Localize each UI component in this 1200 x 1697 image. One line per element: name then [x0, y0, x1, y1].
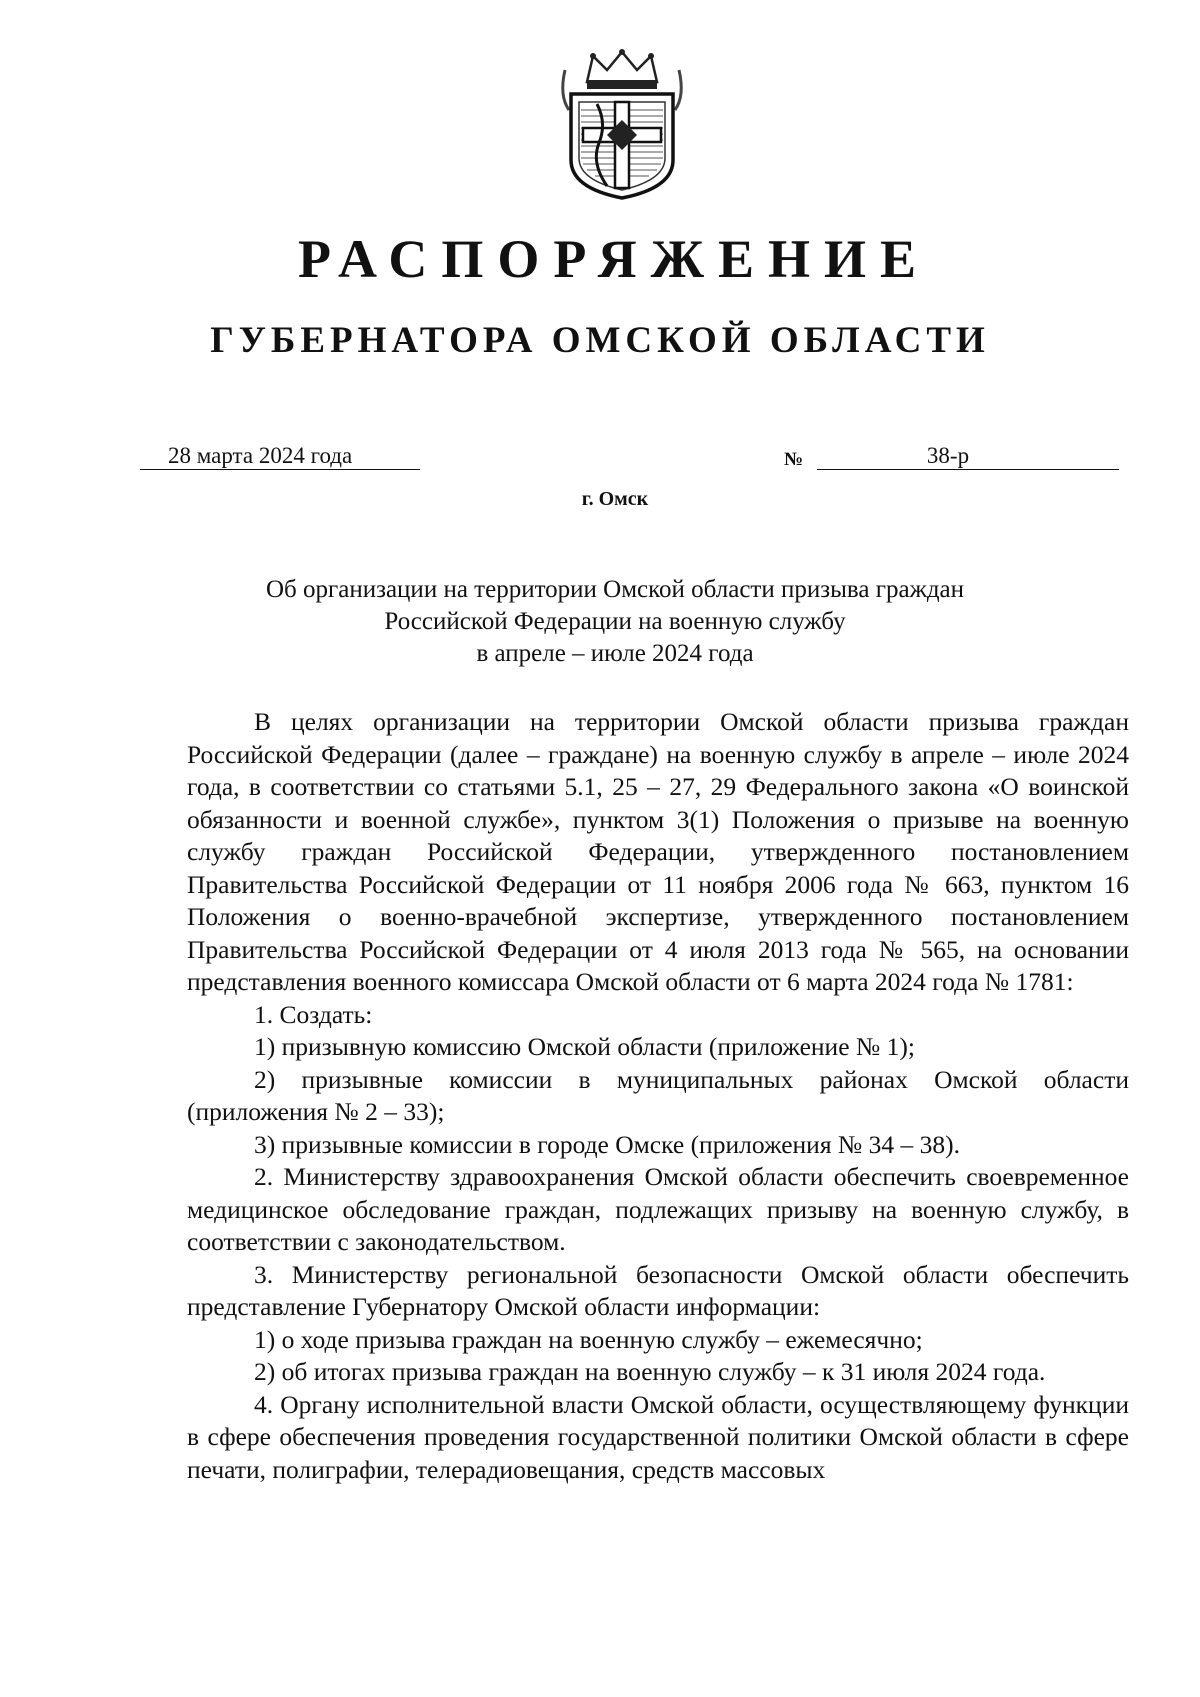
paragraph-item-3-2: 2) об итогах призыва граждан на военную службу – к 31 июля 2024 года.: [254, 1357, 1046, 1386]
omsk-coat-of-arms-icon: [557, 48, 687, 200]
paragraph-item-2: 2. Министерству здравоохранения Омской области обеспечить своевременное медицинское обследование граждан, подлежащих призыву на военную службу, в соответствии с законодательством.: [187, 1162, 1129, 1256]
paragraph-item-1-3: 3) призывные комиссии в городе Омске (приложения № 34 – 38).: [254, 1129, 961, 1159]
document-title: РАСПОРЯЖЕНИЕ: [297, 229, 931, 289]
paragraph-item-1: 1. Создать:: [254, 999, 373, 1029]
document-body: [187, 706, 1129, 1486]
paragraph-preamble: В целях организации на территории Омской области призыва граждан Российской Федерации (далее – граждане) на военную службу в апреле – июле 2024 года, в соответствии со статьями 5.1, 25 – 27, 29 Федерального закона «О воинской обязанности и военной службе», пунктом 3(1) Положения о призыве на военную службу граждан Российской Федерации, утвержденного постановлением Правительства Российской Федерации от 11 ноября 2006 года № 663, пунктом 16 Положения о военно-врачебной экспертизе, утвержденного постановлением Правительства Российской Федерации от 4 июля 2013 года № 565, на основании представления военного комиссара Омской области от 6 марта 2024 года № 1781:: [187, 707, 1129, 996]
document-heading: [200, 574, 1030, 670]
heading-line: Российской Федерации на военную службу: [384, 608, 846, 635]
paragraph-item-1-2: 2) призывные комиссии в муниципальных районах Омской области (приложения № 2 – 33);: [187, 1064, 1129, 1126]
paragraph-item-4: 4. Органу исполнительной власти Омской области, осуществляющему функции в сфере обеспечения проведения государственной политики Омской области в сфере печати, полиграфии, телерадиовещания, средств массовых: [187, 1389, 1129, 1484]
paragraph-item-3-1: 1) о ходе призыва граждан на военную службу – ежемесячно;: [254, 1324, 923, 1354]
document-number: 38-р: [817, 443, 1119, 470]
heading-line: в апреле – июле 2024 года: [476, 640, 754, 667]
paragraph-item-3: 3. Министерству региональной безопасности Омской области обеспечить представление Губернатору Омской области информации:: [187, 1259, 1129, 1321]
document-city: г. Омск: [581, 488, 649, 510]
heading-line: Об организации на территории Омской области призыва граждан: [265, 576, 965, 603]
paragraph-item-1-1: 1) призывную комиссию Омской области (приложение № 1);: [254, 1032, 915, 1061]
number-label: №: [784, 449, 804, 470]
document-subtitle: ГУБЕРНАТОРА ОМСКОЙ ОБЛАСТИ: [210, 320, 990, 361]
document-date: 28 марта 2024 года: [140, 443, 420, 470]
